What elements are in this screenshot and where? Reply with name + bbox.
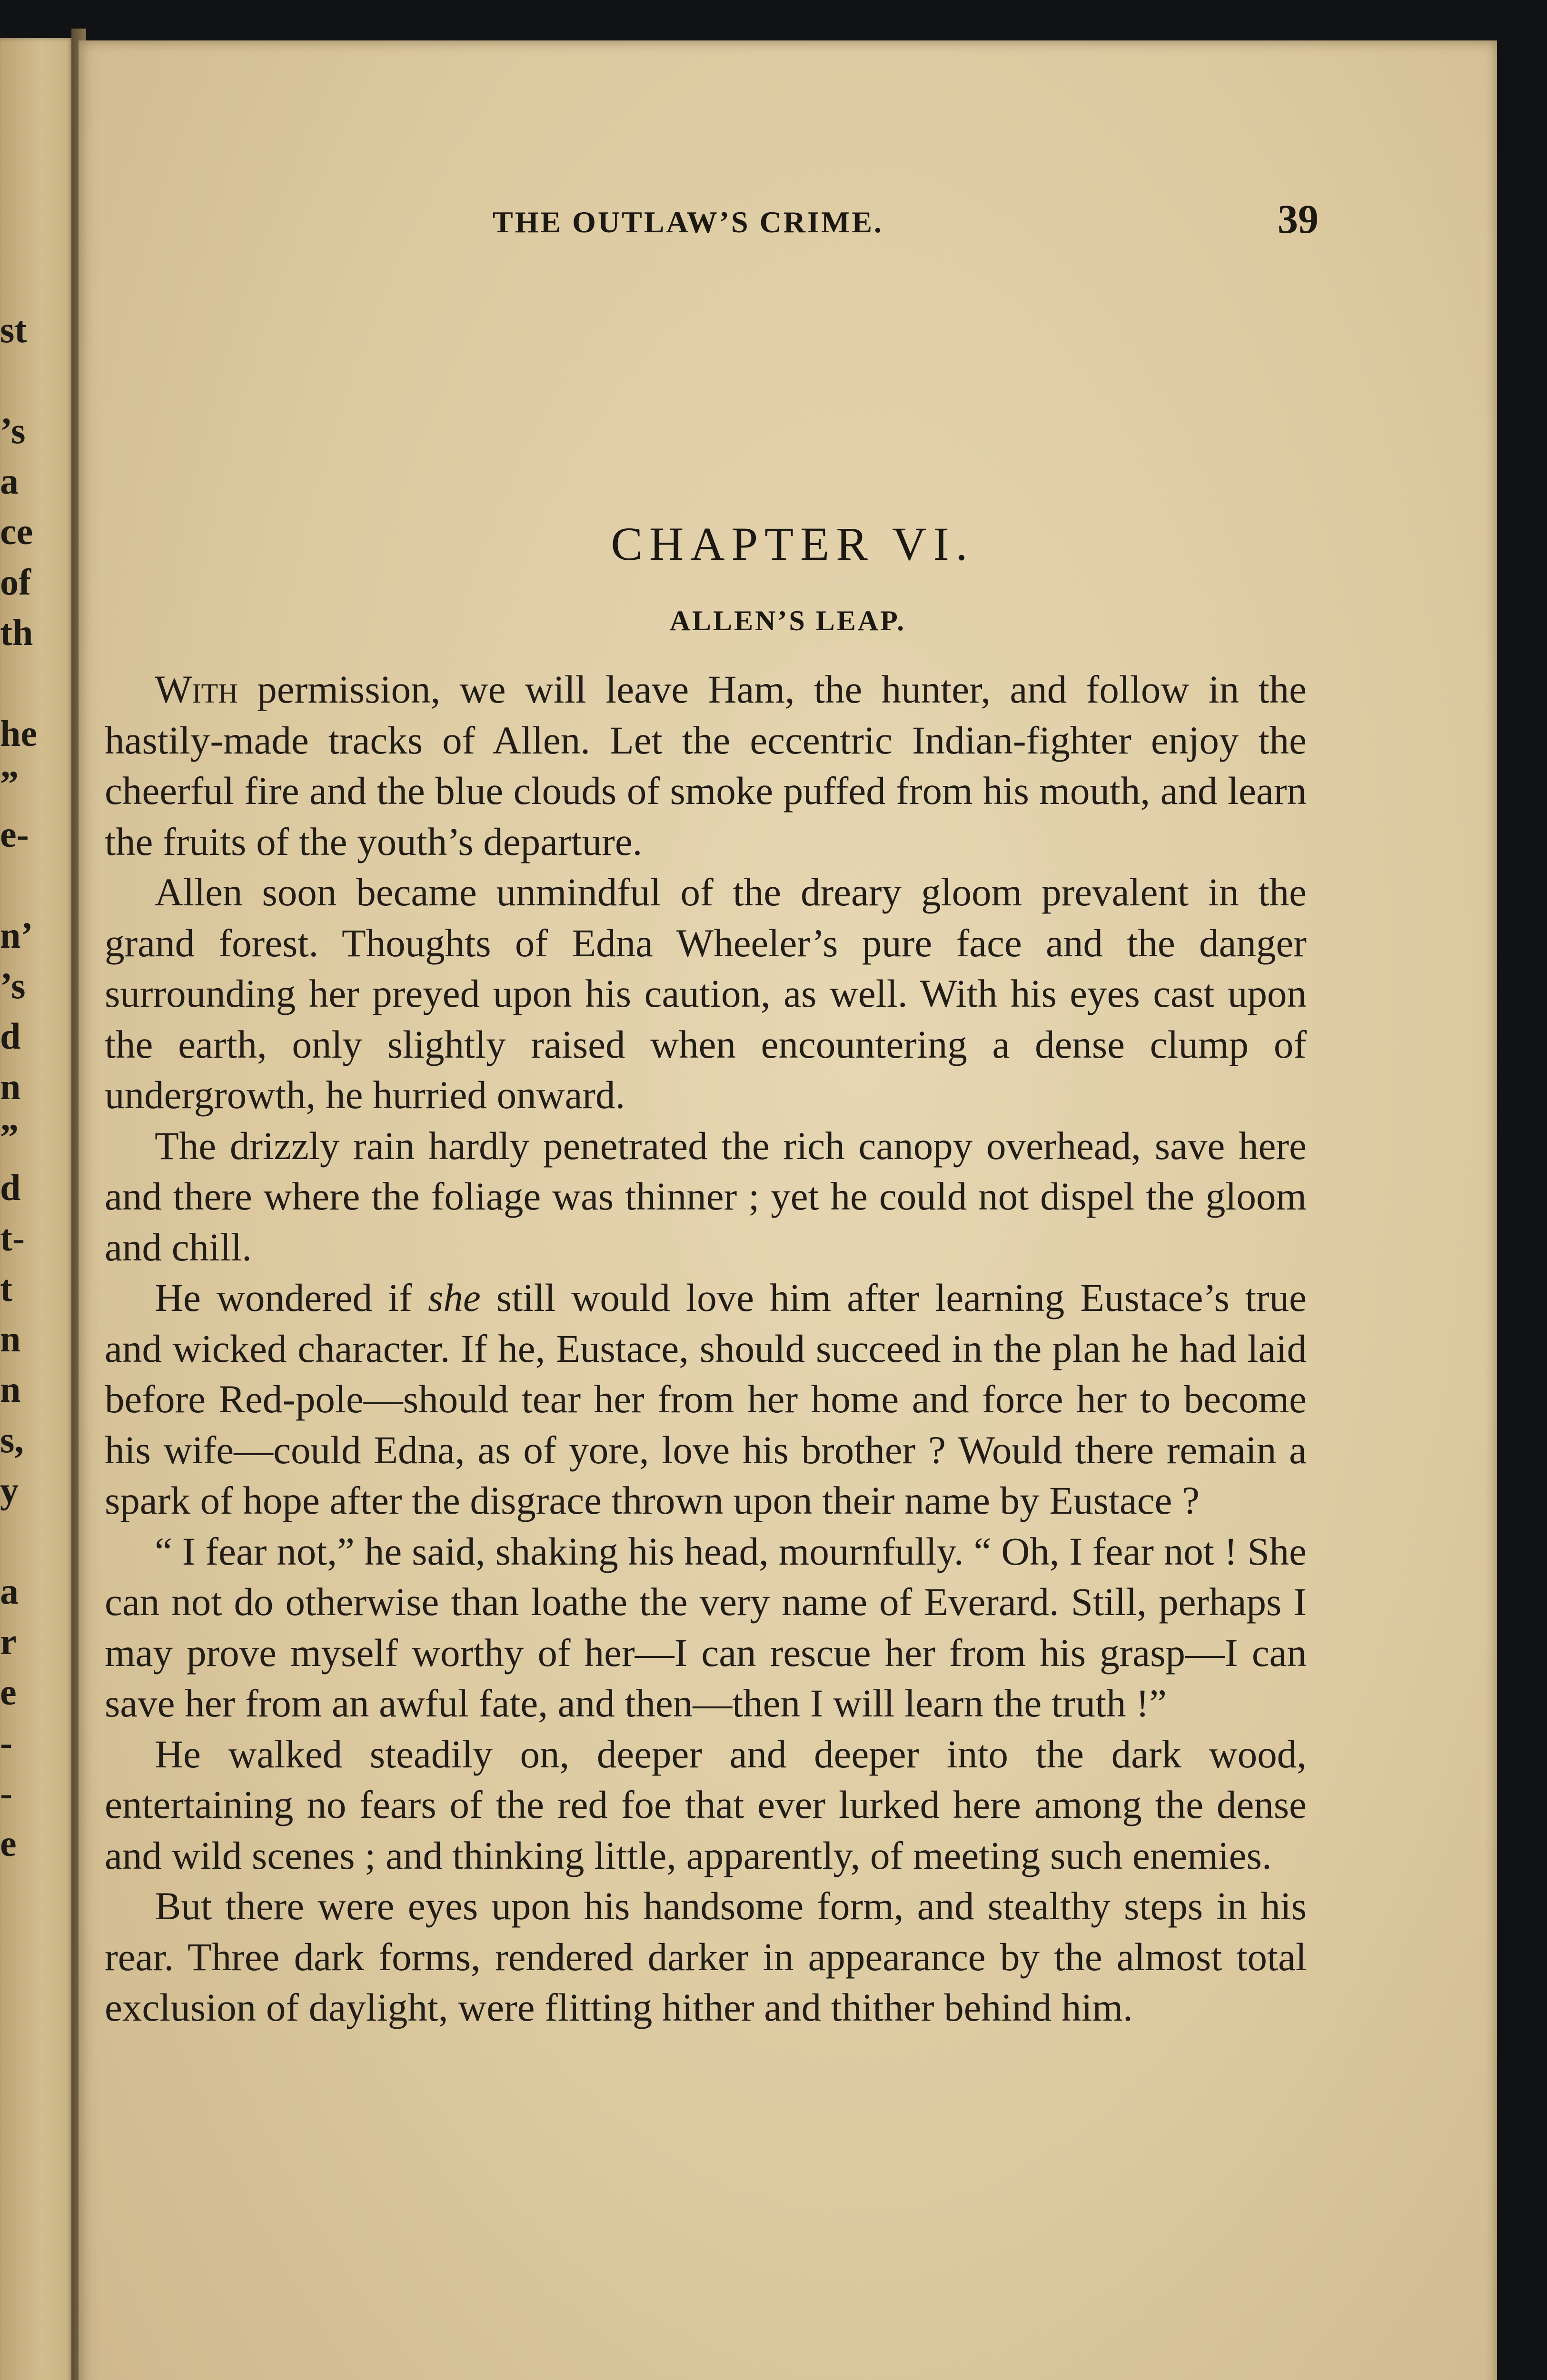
book-page [79, 40, 1497, 2380]
left-page-fragment: - [0, 1722, 12, 1763]
left-page-fragment: d [0, 1167, 21, 1208]
left-page-fragment: th [0, 612, 33, 653]
left-page-fragment: a [0, 1570, 19, 1612]
left-page-fragment: ” [0, 1116, 19, 1158]
page-number: 39 [1278, 196, 1319, 242]
left-page-fragment: n’ [0, 914, 33, 956]
paragraph: But there were eyes upon his handsome form, and stealthy steps in his rear. Three dark forms, rendered darker in appearance by the almost total exclusion of daylight, were flitting hither and thither behind him. [105, 1884, 1307, 2029]
left-page-fragment: r [0, 1621, 17, 1662]
chapter-title: CHAPTER VI. [611, 517, 974, 570]
left-page-text-fragments [0, 305, 37, 1869]
left-page-fragment: t [0, 1268, 12, 1309]
left-page-fragment [0, 658, 29, 708]
running-head: THE OUTLAW’S CRIME. [493, 205, 883, 239]
left-page-fragment: a [0, 460, 19, 502]
left-page-fragment: ce [0, 511, 33, 552]
chapter-body [105, 664, 1307, 2033]
paragraph-text: still would love him after learning Eustace’s true and wicked character. If he, Eustace, should succeed in the plan he had laid before Red-pole—should tear her from her home and force her to become his wife—could Edna, as of yore, love his brother ? Would there remain a spark of hope after the disgrace thrown upon their name by Eustace ? [105, 1276, 1307, 1522]
left-page-fragment: d [0, 1015, 21, 1057]
left-page-fragment: n [0, 1368, 21, 1410]
left-page-fragment: st [0, 309, 27, 350]
left-page-fragment: e- [0, 813, 29, 855]
paragraph-text: He wondered if [155, 1276, 428, 1319]
left-page-fragment: y [0, 1469, 19, 1511]
paragraph: Allen soon became unmindful of the dreary gloom prevalent in the grand forest. Thoughts of Edna Wheeler’s pure face and the danger surrounding her preyed upon his caution, as well. With his eyes cast upon the earth, only slightly raised when encountering a dense clump of undergrowth, he hurried onward. [105, 870, 1307, 1117]
left-page-fragment [0, 355, 29, 406]
chapter-subtitle: ALLEN’S LEAP. [669, 605, 906, 636]
left-page-fragment: e [0, 1671, 17, 1713]
paragraph: “ I fear not,” he said, shaking his head, mournfully. “ Oh, I fear not ! She can not do otherwise than loathe the very name of Everard. Still, perhaps I may prove myself worthy of her—I can rescue her from his grasp—I can save her from an awful fate, and then—then I will learn the truth !” [105, 1529, 1307, 1725]
left-page-fragment: t- [0, 1217, 25, 1259]
left-page-fragment: he [0, 713, 37, 754]
paragraph: The drizzly rain hardly penetrated the rich canopy overhead, save here and there where the foliage was thinner ; yet he could not dispel the gloom and chill. [105, 1123, 1307, 1269]
left-page-fragment: s, [0, 1419, 24, 1460]
left-page-fragment: ” [0, 763, 19, 804]
left-page-fragment: n [0, 1318, 21, 1359]
left-page-fragment: - [0, 1772, 12, 1814]
left-page-fragment: of [0, 561, 31, 603]
paragraph [105, 664, 1307, 867]
left-page-fragment [0, 860, 29, 910]
emphasized-word: she [428, 1276, 481, 1319]
left-page-fragment [0, 1516, 29, 1566]
paragraph [105, 1272, 1307, 1526]
left-page-fragment: ’s [0, 410, 26, 451]
left-page-edge [0, 38, 74, 2380]
left-page-fragment: e [0, 1823, 17, 1864]
paragraph: He walked steadily on, deeper and deeper into the dark wood, entertaining no fears of the red foe that ever lurked here among the dense and wild scenes ; and thinking little, apparently, of meeting such enemies. [105, 1732, 1307, 1877]
paragraph-text: permission, we will leave Ham, the hunter, and follow in the hastily-made tracks of Allen. Let the eccentric Indian-fighter enjoy the cheerful fire and the blue clouds of smoke puffed from his mouth, and learn the fruits of the youth’s departure. [105, 667, 1307, 863]
left-page-fragment: ’s [0, 965, 26, 1006]
left-page-fragment: n [0, 1066, 21, 1107]
paragraph-lead-word: With [155, 667, 238, 711]
